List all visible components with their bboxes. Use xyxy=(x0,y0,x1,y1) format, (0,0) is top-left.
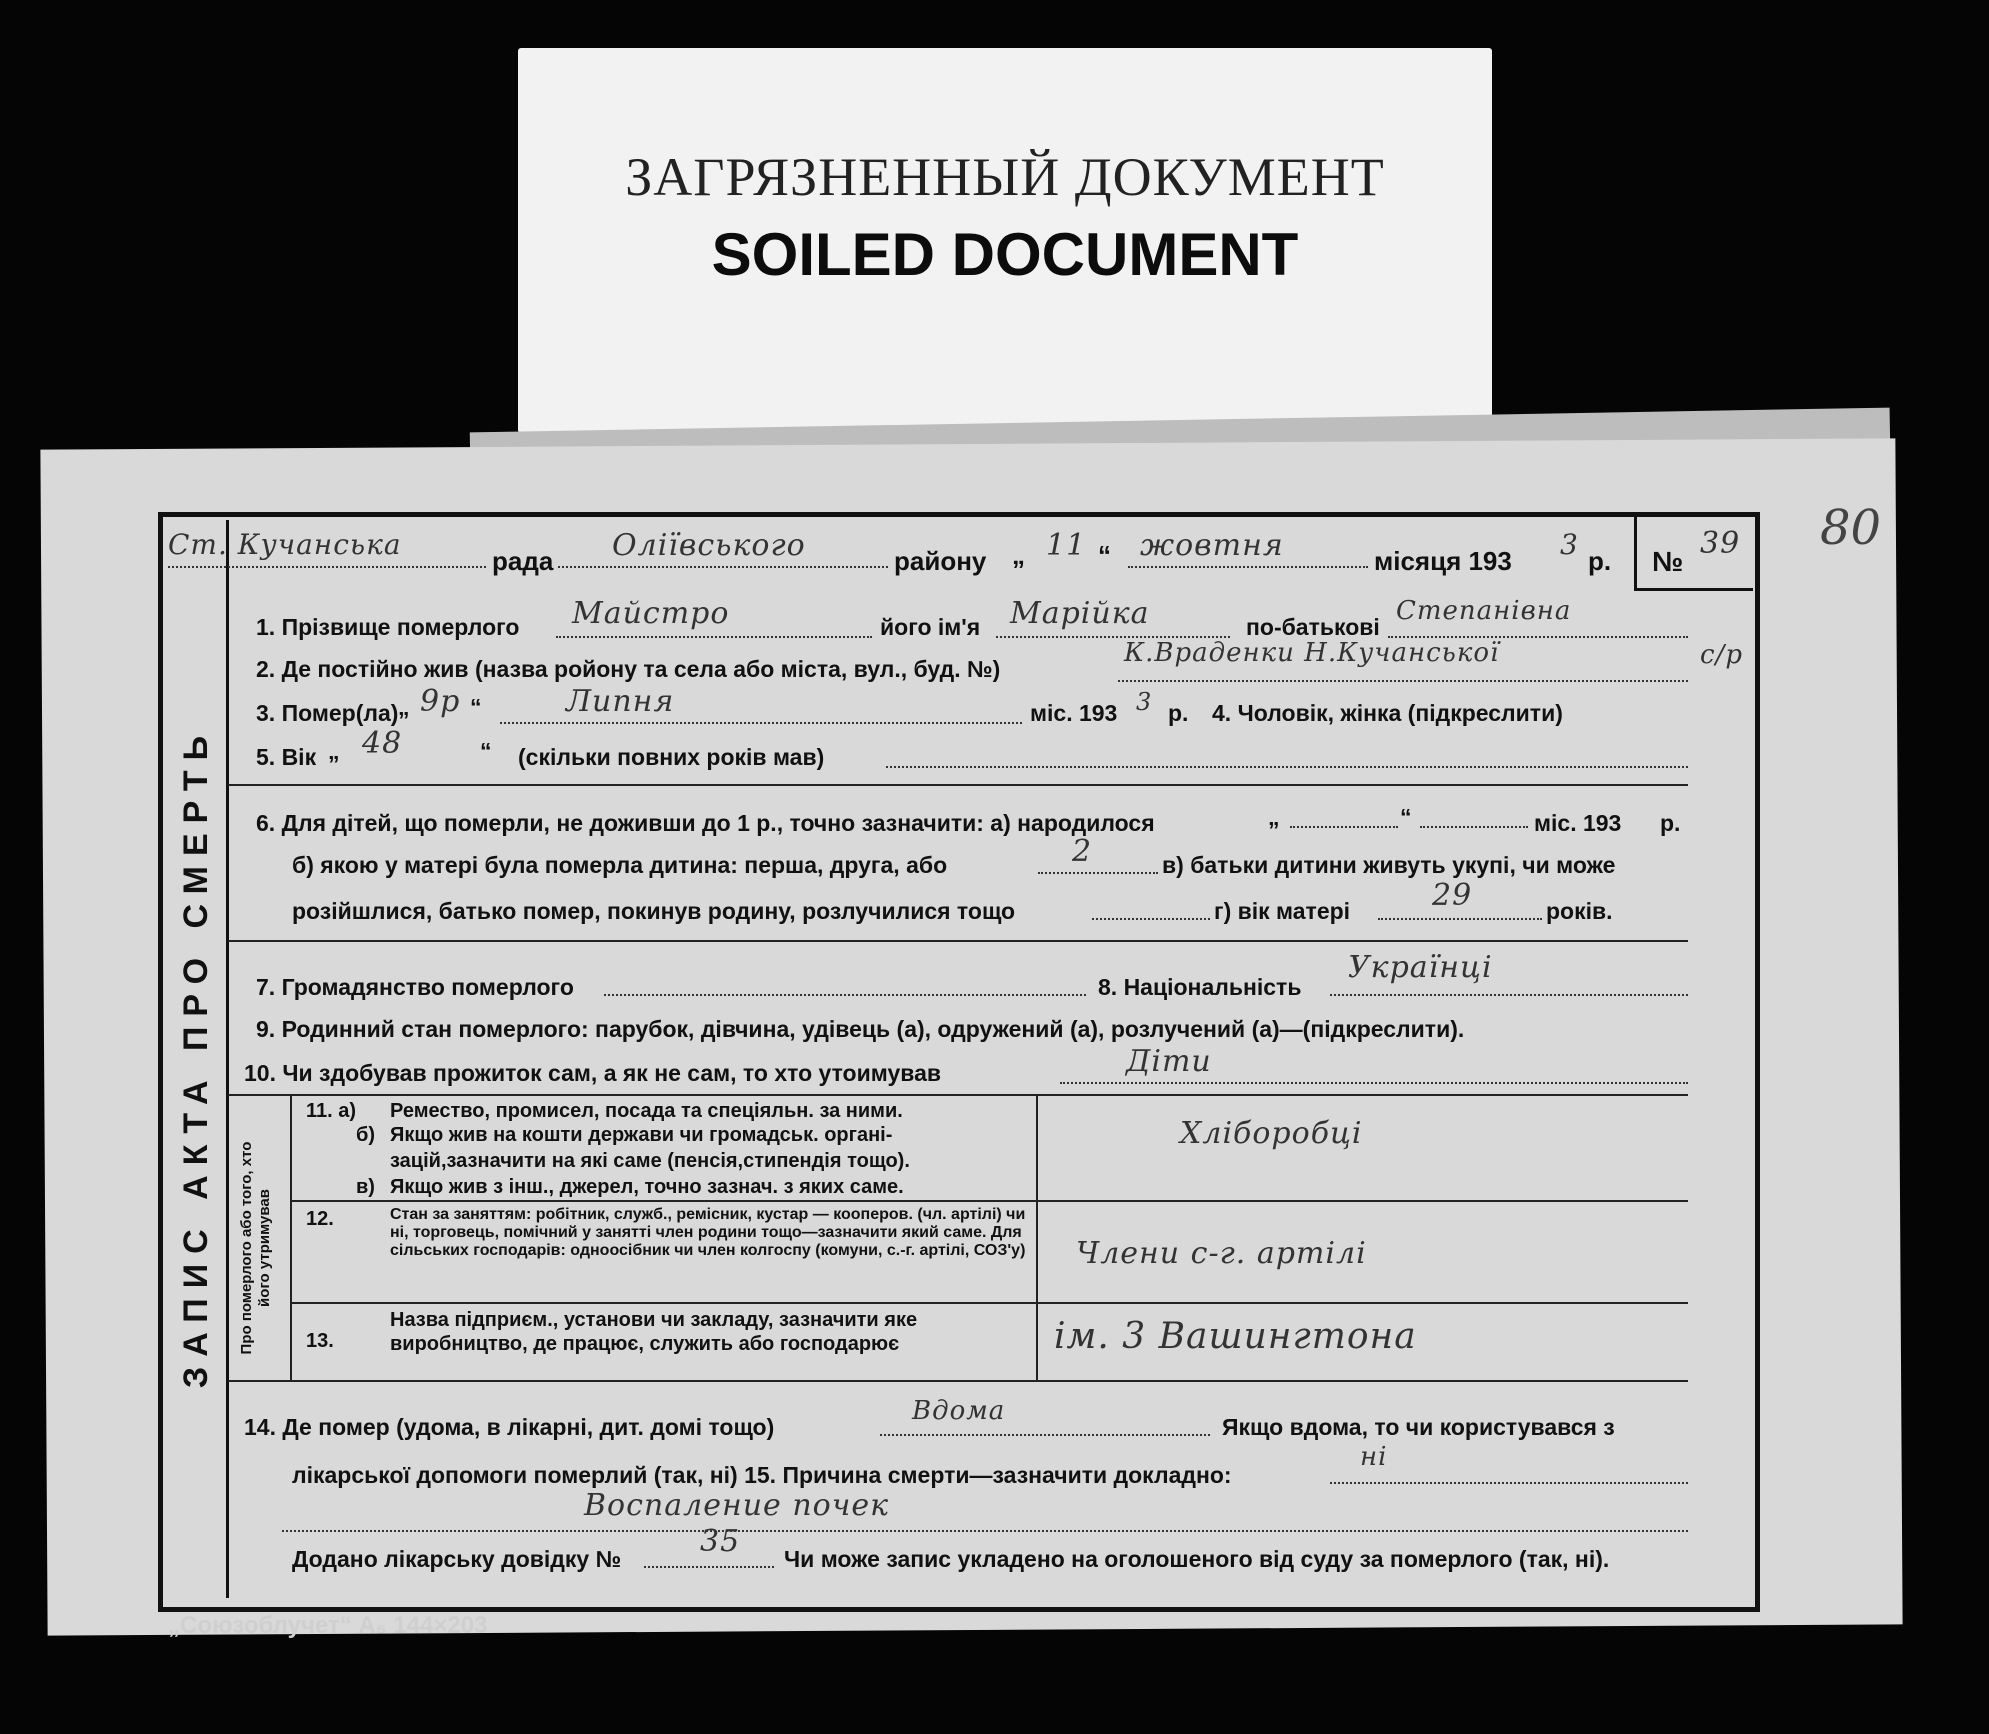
field5-label: 5. Вік xyxy=(256,744,317,770)
form-side-title: ЗАПИС АКТА ПРО СМЕРТЬ xyxy=(177,725,215,1389)
field4-label: 4. Чоловік, жінка (підкреслити) xyxy=(1212,700,1563,726)
field14-label: 14. Де помер (удома, в лікарні, дит. домі тощо) xyxy=(244,1414,775,1440)
field11-c-prefix: в) xyxy=(356,1176,375,1198)
hw-cause-of-death: Воспаление почек xyxy=(584,1488,890,1523)
hw-occupation: Хліборобці xyxy=(1180,1116,1363,1151)
field12-num: 12. xyxy=(306,1208,334,1230)
mother-age-fill-line xyxy=(1378,918,1542,920)
field6-line2b: в) батьки дитини живуть укупі, чи може xyxy=(1162,852,1616,878)
header-year-suffix: р. xyxy=(1588,546,1612,576)
hw-supporter: Діти xyxy=(1126,1044,1212,1079)
day-open-quote: „ xyxy=(1012,540,1025,570)
field6-line1: 6. Для дітей, що померли, не доживши до 1 р., точно зазначити: а) народилося xyxy=(256,810,1155,836)
table-row-divider-1 xyxy=(290,1200,1688,1202)
field11-line-b1: Якщо жив на кошти держави чи громадськ. органі- xyxy=(390,1124,893,1146)
table-mid-divider xyxy=(1036,1094,1038,1380)
surname-fill-line xyxy=(556,636,872,638)
parents-fill-line xyxy=(1092,918,1210,920)
day-close-quote: “ xyxy=(1098,540,1111,570)
field14-suffix: Якщо вдома, то чи користувався з xyxy=(1222,1414,1615,1440)
village-fill-line xyxy=(168,566,486,568)
rayon-fill-line xyxy=(558,566,888,568)
field5-open-quote: „ xyxy=(328,738,340,764)
hw-employment-status: Члени с-г. артілі xyxy=(1076,1236,1367,1271)
table-bottom-line xyxy=(228,1380,1688,1382)
hw-header-year-digit: 3 xyxy=(1560,528,1579,561)
death-place-fill-line xyxy=(880,1434,1210,1436)
hw-record-number: 39 xyxy=(1700,526,1741,561)
margin-handwritten-note: 80 xyxy=(1820,500,1882,556)
child-order-fill-line xyxy=(1038,872,1158,874)
hw-first-name: Марійка xyxy=(1010,596,1150,631)
field3-year-suffix: р. xyxy=(1168,700,1189,726)
nationality-fill-line xyxy=(1330,994,1688,996)
field11-line-c: Якщо жив з інш., джерел, точно зазнач. з яких саме. xyxy=(390,1176,904,1198)
field1-label: 1. Прізвище померлого xyxy=(256,614,520,640)
field5-close-quote: “ xyxy=(480,738,492,764)
citizenship-fill-line xyxy=(604,994,1086,996)
hw-header-month: жовтня xyxy=(1140,528,1284,563)
cause-fill-line xyxy=(282,1530,1688,1532)
hw-header-day: 11 xyxy=(1046,528,1087,563)
number-label: № xyxy=(1652,546,1684,577)
hw-surname: Майстро xyxy=(572,596,730,631)
field9-label: 9. Родинний стан померлого: парубок, дівчина, удівець (а), одружений (а), розлучений (а)—(підкреслити). xyxy=(256,1016,1465,1042)
certificate-fill-line xyxy=(644,1566,774,1568)
side-title-band xyxy=(162,520,229,1598)
field6-line3b: г) вік матері xyxy=(1214,898,1351,924)
birth-month-fill-line xyxy=(1420,826,1528,828)
field6-month-year: міс. 193 xyxy=(1534,810,1622,836)
field7-label: 7. Громадянство померлого xyxy=(256,974,574,1000)
field6-line3c: років. xyxy=(1546,898,1613,924)
field6-open-quote: „ xyxy=(1268,804,1280,830)
field15-label: лікарської допомоги померлий (так, ні) 15. Причина смерти—зазначити докладно: xyxy=(292,1462,1232,1488)
hw-workplace: ім. 3 Вашингтона xyxy=(1054,1316,1417,1357)
field3-open-quote: „ xyxy=(398,694,410,720)
death-month-fill-line xyxy=(500,722,1022,724)
hw-patronymic: Степанівна xyxy=(1396,596,1572,626)
field16-label: Додано лікарську довідку № xyxy=(292,1546,622,1572)
hw-death-month: Липня xyxy=(566,684,675,719)
field11-b-prefix: б) xyxy=(356,1124,376,1146)
field11-line-b2: зацій,зазначити на які саме (пенсія,стипендія тощо). xyxy=(390,1150,910,1172)
hw-rayon: Оліївського xyxy=(612,528,806,563)
section-divider-2 xyxy=(228,940,1688,942)
medical-help-fill-line xyxy=(1330,1482,1688,1484)
field16-suffix: Чи може запис укладено на оголошеного від суду за померлого (так, ні). xyxy=(784,1546,1610,1572)
hw-death-place: Вдома xyxy=(912,1396,1006,1426)
printer-imprint: „Союзоблучет“ А₅ 144×203 xyxy=(168,1612,488,1639)
residence-fill-line xyxy=(1118,680,1688,682)
soiled-notice-card xyxy=(518,48,1492,433)
field2-label: 2. Де постійно жив (назва ройону та села або міста, вул., буд. №) xyxy=(256,656,1001,682)
hw-village: Ст. Кучанська xyxy=(168,528,402,561)
field3-label: 3. Помер(ла) xyxy=(256,700,399,726)
field6-close-quote: “ xyxy=(1400,804,1412,830)
field8-label: 8. Національність xyxy=(1098,974,1302,1000)
field11-line-a: Ремество, промисел, посада та спеціяльн. за ними. xyxy=(390,1100,903,1122)
table-side-label: Про померлого або того, хто його утримував xyxy=(238,1141,273,1355)
field3-close-quote: “ xyxy=(470,694,482,720)
hw-age: 48 xyxy=(362,726,403,761)
hw-medical-help: ні xyxy=(1360,1442,1388,1472)
month-year-label: місяця 193 xyxy=(1374,546,1512,576)
field11-num: 11. а) xyxy=(306,1100,357,1122)
hw-residence-tail: с/р xyxy=(1700,640,1743,670)
field1-patronymic-label: по-батькові xyxy=(1246,614,1380,640)
table-top-line xyxy=(228,1094,1688,1096)
hw-certificate-number: 35 xyxy=(700,1524,741,1559)
hw-child-order: 2 xyxy=(1072,834,1093,869)
hw-death-day: 9р xyxy=(420,684,461,719)
table-row-divider-2 xyxy=(290,1302,1688,1304)
rada-label: рада xyxy=(492,546,554,576)
supporter-fill-line xyxy=(1060,1082,1688,1084)
field13-text: Назва підприєм., установи чи закладу, зазначити яке виробництво, де працює, служить або господарює xyxy=(390,1309,918,1355)
hw-nationality: Українці xyxy=(1348,950,1493,985)
field12-text: Стан за заняттям: робітник, служб., ремісник, кустар — кооперов. (чл. артілі) чи ні, торговець, помічний у занятті член родини тощо—зазначити який саме. Для сільських господарів: одноосібник чи член колгоспу (комуни, с.-г. артілі, СОЗ'у) xyxy=(390,1206,1026,1259)
field6-line3a: розійшлися, батько помер, покинув родину, розлучилися тощо xyxy=(292,898,1016,924)
notice-russian-text: ЗАГРЯЗНЕННЫЙ ДОКУМЕНТ xyxy=(625,147,1385,207)
field10-label: 10. Чи здобував прожиток сам, а як не сам, то хто утоимував xyxy=(244,1060,942,1086)
rayon-label: району xyxy=(894,546,987,576)
field5-suffix: (скільки повних років мав) xyxy=(518,744,825,770)
field3-month-year-label: міс. 193 xyxy=(1030,700,1118,726)
field1-name-label: його ім'я xyxy=(880,614,981,640)
hw-residence: К.Враденки Н.Кучанської xyxy=(1124,638,1500,668)
table-left-divider xyxy=(290,1094,292,1380)
hw-death-year-digit: 3 xyxy=(1136,688,1153,716)
hw-mother-age: 29 xyxy=(1432,878,1473,913)
notice-english-text: SOILED DOCUMENT xyxy=(711,221,1299,288)
birth-day-fill-line xyxy=(1290,826,1398,828)
age-fill-line xyxy=(886,766,1688,768)
field6-line2a: б) якою у матері була померла дитина: перша, друга, або xyxy=(292,852,948,878)
month-fill-line xyxy=(1128,566,1368,568)
field6-year-suffix: р. xyxy=(1660,810,1681,836)
field13-num: 13. xyxy=(306,1330,334,1352)
section-divider-1 xyxy=(228,784,1688,786)
